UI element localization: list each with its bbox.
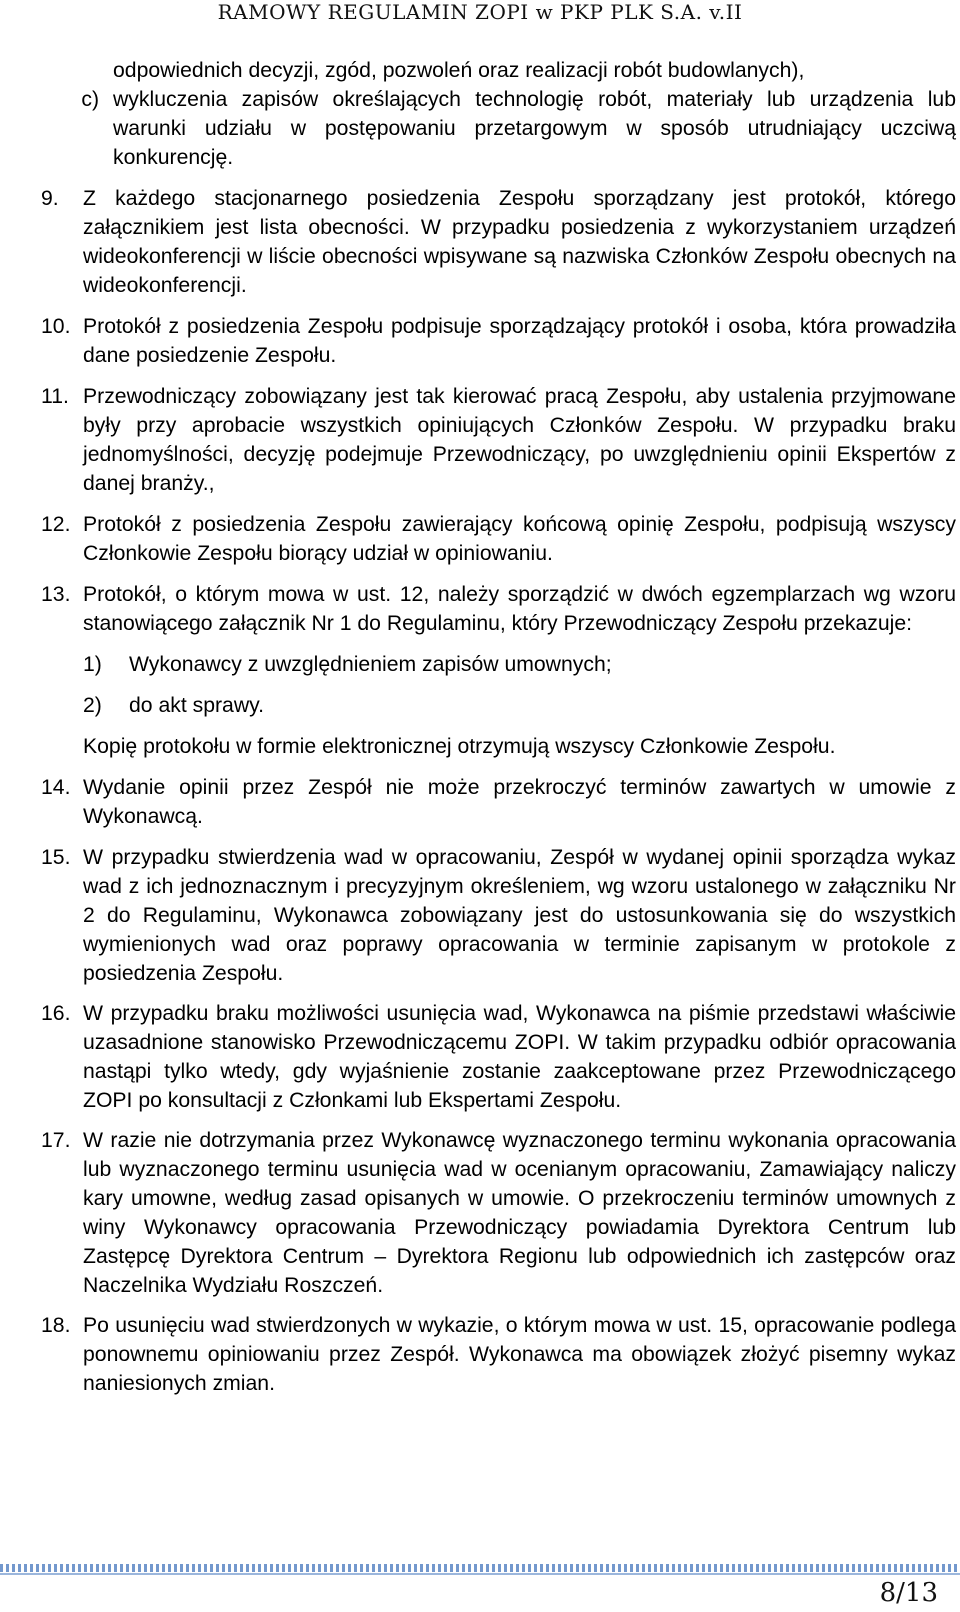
paragraph-10 [41,312,956,370]
paragraph-13 [41,580,956,761]
list-item-c [81,85,956,172]
sub-list-label: 2) [83,694,102,717]
sub-list-item [83,650,956,679]
paragraph-12 [41,510,956,568]
paragraph-text: Po usunięciu wad stwierdzonych w wykazie, o którym mowa w ust. 15, opracowanie podlega ponownemu opiniowaniu przez Zespół. Wykonawca ma obowiązek złożyć pisemny wykaz naniesionych zmian. [83,1314,956,1395]
paragraph-text: Przewodniczący zobowiązany jest tak kierować pracą Zespołu, aby ustalenia przyjmowane były przy aprobacie wszystkich opiniujących Członków Zespołu. W przypadku braku jednomyślności, decyzję podejmuje Przewodniczący, po uwzględnieniu opinii Ekspertów z danej branży., [83,385,956,495]
paragraph-number: 12. [41,513,71,536]
paragraph-text: Protokół z posiedzenia Zespołu zawierający końcową opinię Zespołu, podpisują wszyscy Członkowie Zespołu biorący udział w opiniowaniu. [83,513,956,565]
footer-rule-line [0,1573,960,1575]
paragraph-11 [41,382,956,498]
paragraph-number: 10. [41,315,71,338]
sub-list-label: 1) [83,653,102,676]
running-header: RAMOWY REGULAMIN ZOPI w PKP PLK S.A. v.II [217,0,743,24]
item-b-tail-text: odpowiednich decyzji, zgód, pozwoleń oraz realizacji robót budowlanych), [113,59,805,82]
sub-list-text: Wykonawcy z uwzględnieniem zapisów umownych; [129,653,612,676]
paragraph-number: 11. [41,385,69,408]
paragraph-text: Protokół z posiedzenia Zespołu podpisuje sporządzający protokół i osoba, która prowadziła dane posiedzenie Zespołu. [83,315,956,367]
paragraph-number: 16. [41,1002,71,1025]
paragraph-text: Wydanie opinii przez Zespół nie może przekroczyć terminów zawartych w umowie z Wykonawcą. [83,776,956,828]
paragraph-text: Z każdego stacjonarnego posiedzenia Zespołu sporządzany jest protokół, którego załącznikiem jest lista obecności. W przypadku posiedzenia z wykorzystaniem urządzeń wideokonferencji w liście obecności wpisywane są nazwiska Członków Zespołu obecnych na wideokonferencji. [83,187,956,297]
paragraph-15 [41,843,956,988]
paragraph-text: Protokół, o którym mowa w ust. 12, należy sporządzić w dwóch egzemplarzach wg wzoru stanowiącego załącznik Nr 1 do Regulaminu, który Przewodniczący Zespołu przekazuje: [83,583,956,635]
page-number: 8/13 [879,1578,938,1608]
sub-list-text: do akt sprawy. [129,694,265,717]
paragraph-9 [41,184,956,300]
item-c-text: wykluczenia zapisów określających technologię robót, materiały lub urządzenia lub warunki udziału w postępowaniu przetargowym w sposób utrudniający uczciwą konkurencję. [113,88,956,169]
paragraph-number: 15. [41,846,71,869]
paragraph-18 [41,1311,956,1398]
paragraph-text: W przypadku stwierdzenia wad w opracowaniu, Zespół w wydanej opinii sporządza wykaz wad z ich jednoznacznym i precyzyjnym określeniem, wg wzoru ustalonego w załączniku Nr 2 do Regulaminu, Wykonawca zobowiązany jest do ustosunkowania się do wszystkich wymienionych wad oraz poprawy opracowania w terminie zapisanym w protokole z posiedzenia Zespołu. [83,846,956,985]
footer-rule [0,1564,960,1572]
sub-list-item [83,691,956,720]
paragraph-number: 14. [41,776,71,799]
document-body [41,56,956,1410]
paragraph-number: 9. [41,187,59,210]
paragraph-note: Kopię protokołu w formie elektronicznej otrzymują wszyscy Członkowie Zespołu. [83,735,836,758]
paragraph-number: 18. [41,1314,71,1337]
paragraph-17 [41,1126,956,1300]
list-item-b-continuation [113,56,956,85]
paragraph-number: 13. [41,583,71,606]
item-c-label: c) [81,88,99,111]
paragraph-16 [41,999,956,1115]
paragraph-number: 17. [41,1129,71,1152]
paragraph-14 [41,773,956,831]
paragraph-text: W razie nie dotrzymania przez Wykonawcę wyznaczonego terminu wykonania opracowania lub wyznaczonego terminu usunięcia wad w ocenianym opracowaniu, Zamawiający naliczy kary umowne, według zasad opisanych w umowie. O przekroczeniu terminów umownych z winy Wykonawcy opracowania Przewodniczący powiadamia Dyrektora Centrum lub Zastępcę Dyrektora Centrum – Dyrektora Regionu lub odpowiednich ich zastępców oraz Naczelnika Wydziału Roszczeń. [83,1129,956,1297]
paragraph-text: W przypadku braku możliwości usunięcia wad, Wykonawca na piśmie przedstawi właściwie uzasadnione stanowisko Przewodniczącemu ZOPI. W takim przypadku odbiór opracowania nastąpi tylko wtedy, gdy wyjaśnienie zostanie zaakceptowane przez Przewodniczącego ZOPI po konsultacji z Członkami lub Ekspertami Zespołu. [83,1002,956,1112]
